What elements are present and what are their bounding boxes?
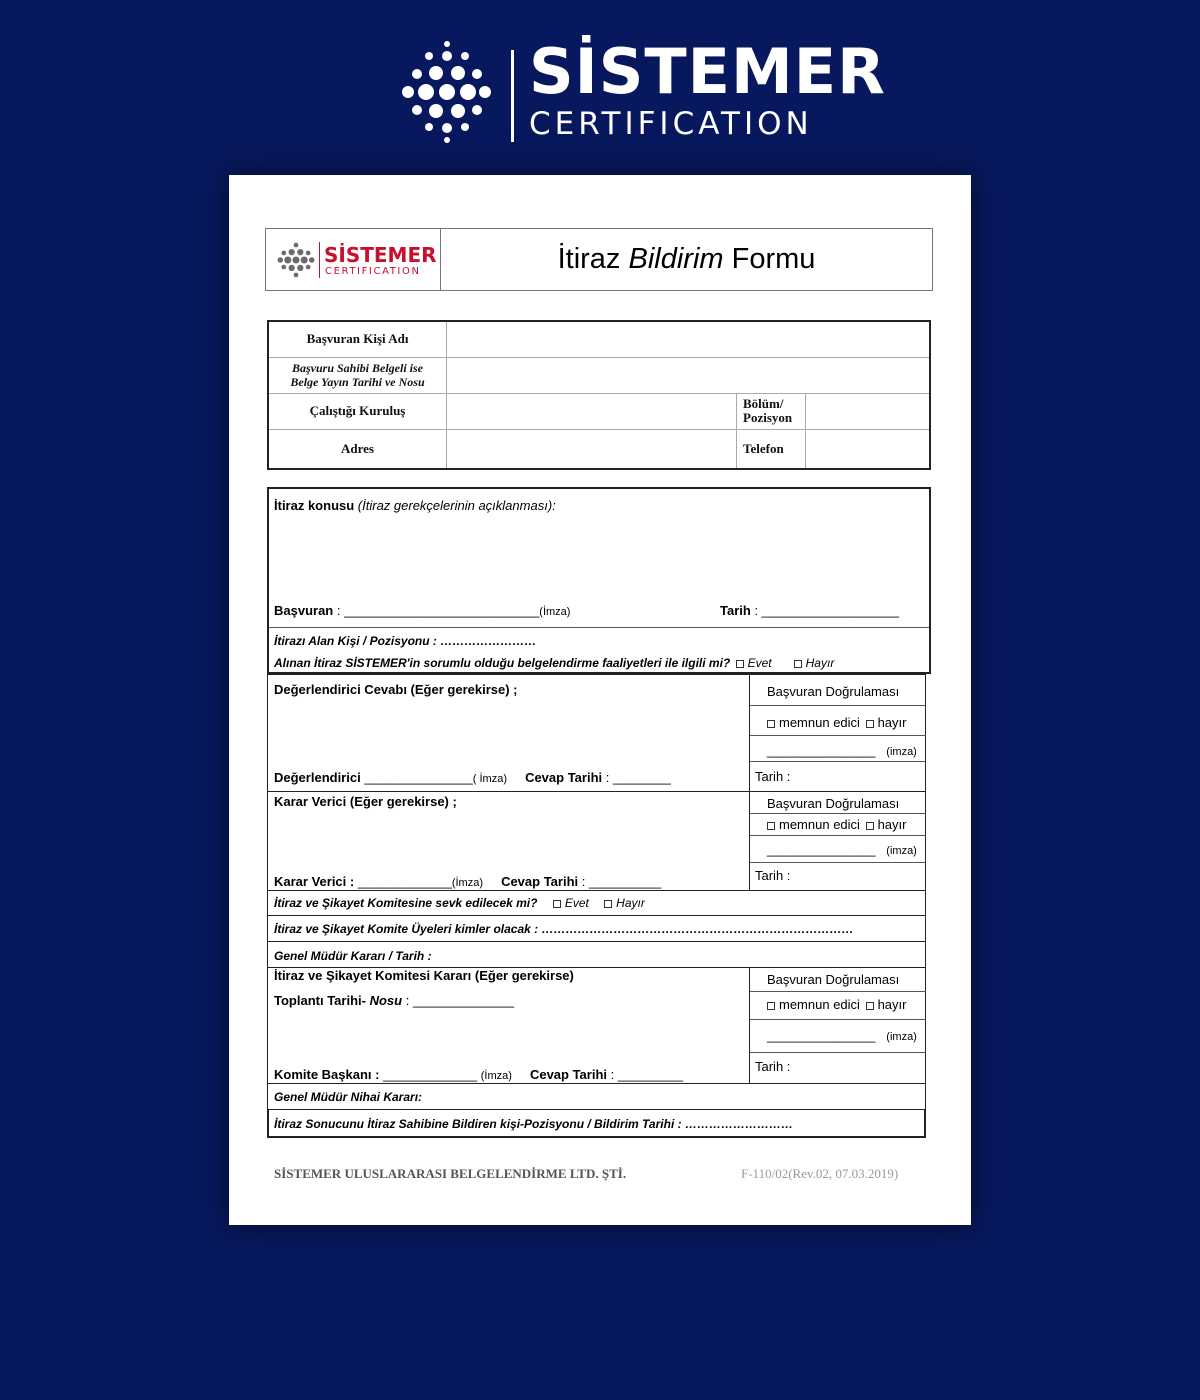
checkbox-no[interactable] [794, 660, 802, 668]
verification-options[interactable] [765, 997, 906, 1012]
verification-date: Tarih : [755, 769, 791, 784]
verification-date: Tarih : [755, 868, 791, 883]
applicant-signature-row[interactable] [274, 603, 570, 618]
verification-sign-hint: (imza) [886, 1031, 917, 1043]
verification-sign-hint: (imza) [886, 845, 917, 857]
verification-sign-line: _______________ [767, 1028, 876, 1043]
brand-name: SİSTEMER [529, 35, 886, 108]
decider-label: Karar Verici : [274, 874, 355, 889]
decider-date-line: : __________ [578, 874, 662, 889]
verification-title: Başvuran Doğrulaması [767, 796, 900, 811]
meeting-date-label: Toplantı Tarihi- [274, 993, 370, 1008]
applicant-signature-line: : ___________________________ [333, 603, 540, 618]
checkbox-satisfied[interactable] [767, 822, 775, 830]
evaluator-line: _______________ [360, 770, 473, 785]
related-question-row [274, 656, 834, 670]
divider [750, 1019, 926, 1020]
checkbox-yes[interactable] [736, 660, 744, 668]
committee-refer-content [274, 896, 645, 910]
department-field[interactable] [806, 393, 931, 429]
gm-decision: Genel Müdür Kararı / Tarih : [274, 949, 432, 963]
department-label-line-1: Bölüm/ [743, 396, 784, 411]
decider-section [267, 792, 926, 891]
form-page [229, 175, 971, 1225]
verification-sign-row[interactable] [767, 842, 917, 857]
certificate-info-label [268, 357, 447, 393]
evaluator-heading: Değerlendirici Cevabı (Eğer gerekirse) ; [274, 682, 518, 697]
title-part-1: İtiraz [557, 243, 629, 275]
no-label: Hayır [616, 896, 645, 910]
not-satisfied-label: hayır [877, 997, 907, 1012]
verification-title: Başvuran Doğrulaması [767, 684, 900, 699]
evaluator-label: Değerlendirici [274, 770, 361, 785]
divider [750, 761, 926, 762]
objection-date-row[interactable] [720, 603, 899, 618]
address-field[interactable] [447, 429, 737, 469]
divider [750, 862, 926, 863]
yes-label: Evet [564, 896, 589, 910]
applicant-sign-hint: (İmza) [539, 606, 571, 618]
gm-decision-row [267, 942, 926, 968]
applicant-signature-label: Başvuran [274, 603, 334, 618]
decider-date-label: Cevap Tarihi [501, 874, 579, 889]
globe-icon [395, 36, 499, 148]
objection-date-label: Tarih [720, 603, 751, 618]
chair-line: _____________ [379, 1067, 478, 1082]
title-part-2: Bildirim [628, 243, 724, 275]
divider [750, 813, 926, 814]
checkbox-not-satisfied[interactable] [866, 822, 874, 830]
form-header [265, 228, 933, 291]
verification-sign-hint: (imza) [886, 746, 917, 758]
committee-date-label: Cevap Tarihi [529, 1067, 608, 1082]
address-label: Adres [268, 429, 447, 469]
objection-subject [274, 498, 556, 513]
committee-decision-section [267, 968, 926, 1084]
satisfied-label: memnun edici [779, 715, 860, 730]
gm-final-row [267, 1084, 926, 1110]
committee-date-line: : _________ [607, 1067, 683, 1082]
objection-subject-hint: (İtiraz gerekçelerinin açıklanması): [354, 498, 556, 513]
header-brand-tagline: CERTIFICATION [325, 266, 421, 277]
verification-box-1 [749, 675, 926, 792]
notify-row [267, 1110, 926, 1138]
satisfied-label: memnun edici [779, 817, 860, 832]
decider-signature-row[interactable] [274, 874, 661, 889]
department-label [737, 393, 806, 429]
receiver-row: İtirazı Alan Kişi / Pozisyonu : …………………… [274, 634, 537, 648]
decider-heading: Karar Verici (Eğer gerekirse) ; [274, 794, 457, 809]
divider [750, 735, 926, 736]
decider-line: _____________ [354, 874, 452, 889]
divider [269, 627, 929, 628]
yes-label: Evet [747, 656, 772, 670]
notify-text: İtiraz Sonucunu İtiraz Sahibine Bildiren kişi-Pozisyonu / Bildirim Tarihi : ……………………… [274, 1117, 793, 1131]
certificate-label-line-1: Başvuru Sahibi Belgeli ise [291, 361, 424, 375]
divider [750, 1052, 926, 1053]
chair-label: Komite Başkanı : [274, 1067, 380, 1082]
meeting-date-row[interactable] [274, 993, 514, 1008]
applicant-name-label: Başvuran Kişi Adı [268, 321, 447, 357]
evaluator-date-line: : ________ [602, 770, 671, 785]
form-title [441, 229, 932, 290]
institution-label: Çalıştığı Kuruluş [268, 393, 447, 429]
verification-box-2 [749, 792, 926, 890]
certificate-info-field[interactable] [447, 357, 931, 393]
divider [750, 835, 926, 836]
header-logo [266, 229, 441, 290]
committee-refer-row [267, 891, 926, 916]
divider [750, 705, 926, 706]
phone-label: Telefon [737, 429, 806, 469]
institution-field[interactable] [447, 393, 737, 429]
committee-members: İtiraz ve Şikayet Komite Üyeleri kimler olacak : …………………………………………………………………… [274, 922, 854, 936]
department-label-line-2: Pozisyon [743, 410, 793, 425]
verification-options[interactable] [765, 715, 906, 730]
gm-final-decision: Genel Müdür Nihai Kararı: [274, 1090, 423, 1104]
applicant-name-field[interactable] [447, 321, 931, 357]
objection-section [267, 487, 931, 674]
checkbox-satisfied[interactable] [767, 720, 775, 728]
meeting-date-line: : ______________ [402, 993, 515, 1008]
evaluator-date-label: Cevap Tarihi [525, 770, 603, 785]
verification-sign-line: _______________ [767, 842, 876, 857]
divider [750, 991, 926, 992]
footer-company: SİSTEMER ULUSLARARASI BELGELENDİRME LTD. ŞTİ. [274, 1166, 627, 1181]
committee-heading: İtiraz ve Şikayet Komitesi Kararı (Eğer gerekirse) [274, 968, 574, 983]
not-satisfied-label: hayır [877, 715, 907, 730]
checkbox-not-satisfied[interactable] [866, 720, 874, 728]
related-question: Alınan İtiraz SİSTEMER'in sorumlu olduğu belgelendirme faaliyetleri ile ilgili mi? [274, 656, 731, 670]
chair-sign-hint: (İmza) [480, 1070, 512, 1082]
evaluator-signature-row[interactable] [274, 770, 671, 785]
top-logo [395, 35, 886, 148]
verification-title: Başvuran Doğrulaması [767, 972, 900, 987]
decider-sign-hint: (İmza) [451, 877, 483, 889]
verification-options[interactable] [765, 817, 906, 832]
objection-subject-label: İtiraz konusu [274, 498, 355, 513]
evaluator-sign-hint: ( İmza) [472, 773, 507, 785]
verification-sign-row[interactable] [767, 1028, 917, 1043]
certificate-label-line-2: Belge Yayın Tarihi ve Nosu [290, 375, 425, 389]
verification-date: Tarih : [755, 1059, 791, 1074]
committee-signature-row[interactable] [274, 1067, 683, 1082]
evaluator-section [267, 674, 926, 792]
no-label: Hayır [805, 656, 835, 670]
checkbox-no[interactable] [604, 900, 612, 908]
header-logo-divider [319, 242, 320, 278]
meeting-no-label: Nosu [369, 993, 403, 1008]
logo-divider [511, 50, 514, 142]
header-brand-name: SİSTEMER [324, 243, 437, 267]
title-part-3: Formu [723, 243, 816, 275]
checkbox-not-satisfied[interactable] [866, 1002, 874, 1010]
phone-field[interactable] [806, 429, 931, 469]
globe-icon [274, 238, 318, 282]
committee-refer-question: İtiraz ve Şikayet Komitesine sevk edilecek mi? [274, 896, 538, 910]
brand-tagline: CERTIFICATION [529, 106, 813, 142]
checkbox-satisfied[interactable] [767, 1002, 775, 1010]
objection-date-line: : ___________________ [750, 603, 900, 618]
not-satisfied-label: hayır [877, 817, 907, 832]
applicant-info-table [267, 320, 931, 470]
footer-form-code: F-110/02(Rev.02, 07.03.2019) [741, 1166, 899, 1181]
verification-box-3 [749, 968, 926, 1083]
verification-sign-row[interactable] [767, 743, 917, 758]
verification-sign-line: _______________ [767, 743, 876, 758]
committee-members-row [267, 916, 926, 942]
satisfied-label: memnun edici [779, 997, 860, 1012]
checkbox-yes[interactable] [553, 900, 561, 908]
